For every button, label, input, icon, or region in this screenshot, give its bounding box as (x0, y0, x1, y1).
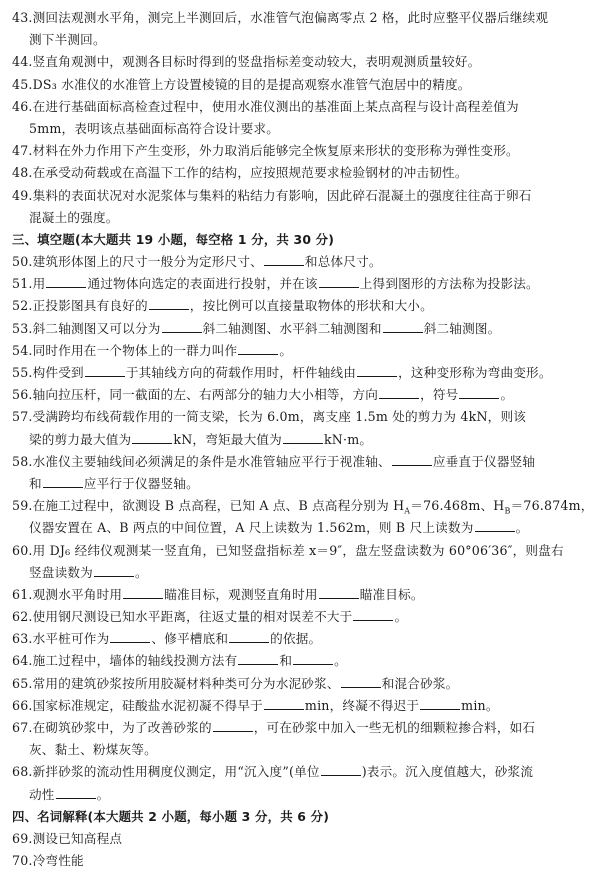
answer-blank (149, 295, 189, 310)
question-continuation-line: 梁的剪力最大值为 kN，弯矩最大值为 kN·m。 (12, 429, 584, 451)
question-continuation-line: 测下半测回。 (29, 32, 106, 48)
question-continuation-line: 和 应平行于仪器竖轴。 (12, 473, 584, 495)
answer-blank (475, 517, 515, 532)
answer-blank (357, 362, 397, 377)
question-line: 70.冷弯性能 (12, 853, 84, 869)
answer-blank (341, 673, 381, 688)
question-line: 61.观测水平角时用 瞄准目标，观测竖直角时用 瞄准目标。 (12, 584, 584, 606)
question-line: 56.轴向拉压杆，同一截面的左、右两部分的轴力大小相等，方向 ，符号 。 (12, 384, 584, 406)
question-line: 65.常用的建筑砂浆按所用胶凝材料种类可分为水泥砂浆、 和混合砂浆。 (12, 673, 584, 695)
question-line: 46.在进行基础面标高检查过程中，使用水准仪测出的基准面上某点高程与设计高程差值为 (12, 98, 519, 114)
exam-text-body (12, 7, 594, 872)
section-heading: 四、名词解释(本大题共 2 小题，每小题 3 分，共 6 分) (12, 808, 330, 824)
answer-blank (213, 717, 253, 732)
question-line: 58.水准仪主要轴线间必须满足的条件是水准管轴应平行于视准轴、 应垂直于仪器竖轴 (12, 451, 584, 473)
question-line: 66.国家标准规定，硅酸盐水泥初凝不得早于 min，终凝不得迟于 min。 (12, 695, 584, 717)
question-line: 62.使用钢尺测设已知水平距离，往返丈量的相对误差不大于 。 (12, 606, 584, 628)
answer-blank (319, 273, 359, 288)
answer-blank (392, 451, 432, 466)
question-continuation-line: 灰、黏土、粉煤灰等。 (29, 742, 157, 758)
answer-blank (283, 429, 323, 444)
answer-blank (110, 628, 150, 643)
question-line: 50.建筑形体图上的尺寸一般分为定形尺寸、 和总体尺寸。 (12, 251, 584, 273)
answer-blank (379, 384, 419, 399)
answer-blank (293, 650, 333, 665)
answer-blank (162, 318, 202, 333)
section-heading: 三、填空题(本大题共 19 小题，每空格 1 分，共 30 分) (12, 231, 335, 247)
question-line: 52.正投影图具有良好的 ，按比例可以直接量取物体的形状和大小。 (12, 295, 584, 317)
question-continuation-line: 动性 。 (12, 784, 584, 806)
question-line: 45.DS₃ 水准仪的水准管上方设置棱镜的目的是提高观察水准管气泡居中的精度。 (12, 76, 471, 92)
answer-blank (420, 695, 460, 710)
question-continuation-line: 5mm，表明该点基础面标高符合设计要求。 (29, 120, 279, 136)
answer-blank (85, 362, 125, 377)
question-line: 47.材料在外力作用下产生变形，外力取消后能够完全恢复原来形状的变形称为弹性变形。 (12, 143, 519, 159)
answer-blank (132, 429, 172, 444)
question-line: 51.用 通过物体向选定的表面进行投射，并在该 上得到图形的方法称为投影法。 (12, 273, 584, 295)
answer-blank (353, 606, 393, 621)
answer-blank (383, 318, 423, 333)
answer-blank (43, 473, 83, 488)
answer-blank (229, 628, 269, 643)
question-line: 53.斜二轴测图又可以分为 斜二轴测图、水平斜二轴测图和 斜二轴测图。 (12, 318, 584, 340)
question-line: 49.集料的表面状况对水泥浆体与集料的粘结力有影响，因此碎石混凝土的强度往往高于卵石 (12, 187, 532, 203)
question-line: 54.同时作用在一个物体上的一群力叫作 。 (12, 340, 584, 362)
question-line: 55.构件受到 于其轴线方向的荷载作用时，杆件轴线由 ，这种变形称为弯曲变形。 (12, 362, 584, 384)
answer-blank (56, 784, 96, 799)
answer-blank (264, 695, 304, 710)
question-line: 44.竖直角观测中，观测各目标时得到的竖盘指标差变动较大，表明观测质量较好。 (12, 54, 481, 70)
answer-blank (238, 340, 278, 355)
question-continuation-line: 混凝土的强度。 (29, 209, 119, 225)
answer-blank (321, 761, 361, 776)
question-line: 63.水平桩可作为 、修平槽底和 的依据。 (12, 628, 584, 650)
answer-blank (238, 650, 278, 665)
question-continuation-line: 仪器安置在 A、B 两点的中间位置，A 尺上读数为 1.562m，则 B 尺上读数为 。 (12, 517, 584, 539)
question-line: 64.施工过程中，墙体的轴线投测方法有 和 。 (12, 650, 584, 672)
question-line: 48.在承受动荷载或在高温下工作的结构，应按照规范要求检验钢材的冲击韧性。 (12, 165, 468, 181)
answer-blank (46, 273, 86, 288)
answer-blank (94, 562, 134, 577)
question-line: 68.新拌砂浆的流动性用稠度仪测定，用“沉入度”(单位 )表示。沉入度值越大，砂浆流 (12, 761, 584, 783)
question-line: 43.测回法观测水平角，测完上半测回后，水准管气泡偏离零点 2 格，此时应整平仪器后继续观 (12, 10, 549, 25)
question-continuation-line: 竖盘读数为 。 (12, 562, 584, 584)
answer-blank (264, 251, 304, 266)
question-line: 57.受满跨均布线荷载作用的一简支梁，长为 6.0m，离支座 1.5m 处的剪力为 4kN，则该 (12, 409, 527, 425)
question-line: 69.测设已知高程点 (12, 830, 123, 846)
question-line: 67.在砌筑砂浆中，为了改善砂浆的 ，可在砂浆中加入一些无机的细颗粒掺合料，如石 (12, 717, 584, 739)
answer-blank (319, 584, 359, 599)
answer-blank (123, 584, 163, 599)
question-line: 59.在施工过程中，欲测设 B 点高程，已知 A 点、B 点高程分别为 $H_A=76.468m$、$H_B=76.874m$， (12, 498, 594, 516)
answer-blank (459, 384, 499, 399)
question-line: 60.用 DJ₆ 经纬仪观测某一竖直角，已知竖盘指标差 x＝9″，盘左竖盘读数为 60°06′36″，则盘右 (12, 542, 564, 558)
